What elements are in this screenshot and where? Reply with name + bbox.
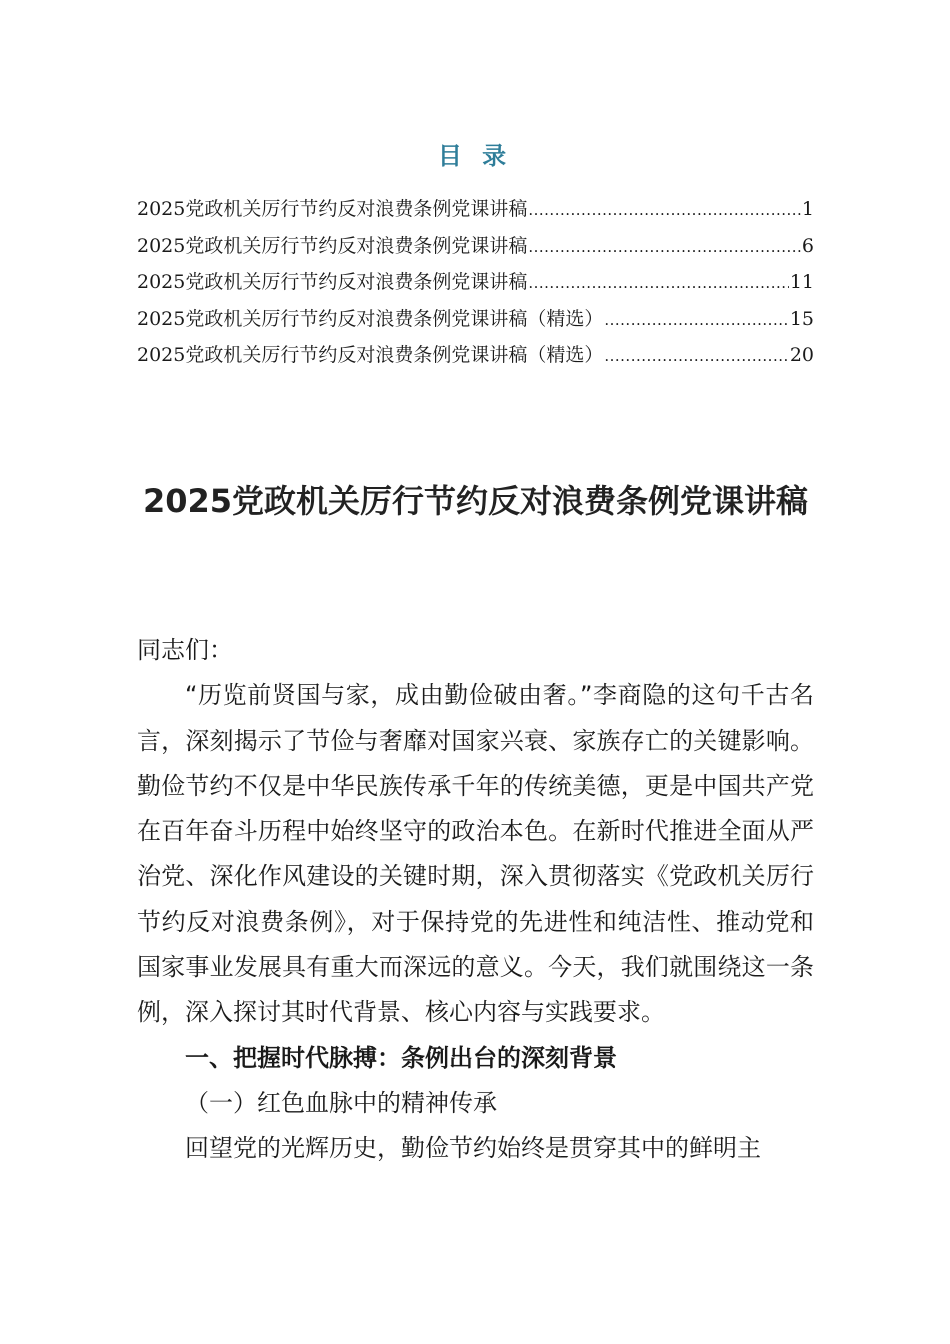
toc-leader-dots (604, 347, 788, 365)
toc-entry-text: 2025党政机关厉行节约反对浪费条例党课讲稿 (137, 198, 528, 220)
toc-leader-dots (528, 274, 788, 292)
toc-entry-text: 2025党政机关厉行节约反对浪费条例党课讲稿 (137, 271, 528, 293)
toc-leader-dots (528, 238, 801, 256)
body-paragraph: 回望党的光辉历史，勤俭节约始终是贯穿其中的鲜明主 (185, 1134, 761, 1163)
toc-entry-text: 2025党政机关厉行节约反对浪费条例党课讲稿（精选） (137, 344, 604, 366)
toc-entry[interactable] (137, 304, 814, 341)
toc-leader-dots (528, 201, 801, 219)
toc-entry-page: 11 (789, 271, 814, 293)
toc-leader-dots (604, 311, 788, 329)
section-heading: 一、把握时代脉搏：条例出台的深刻背景 (185, 1043, 617, 1072)
document-body (137, 628, 814, 1172)
subsection-heading: （一）红色血脉中的精神传承 (185, 1088, 497, 1117)
toc-entry-page: 20 (789, 344, 814, 366)
toc-entry-page: 1 (801, 198, 814, 220)
toc-entry[interactable] (137, 194, 814, 231)
toc-entry-page: 15 (789, 307, 814, 330)
toc-entry-page: 6 (801, 234, 814, 257)
toc-entry[interactable] (137, 267, 814, 304)
toc-entry[interactable] (137, 231, 814, 268)
body-paragraph: “历览前贤国与家，成由勤俭破由奢。”李商隐的这句千古名言，深刻揭示了节俭与奢靡对国家兴衰、家族存亡的关键影响。勤俭节约不仅是中华民族传承千年的传统美德，更是中国共产党在百年奋斗历程中始终坚守的政治本色。在新时代推进全面从严治党、深化作风建设的关键时期，深入贯彻落实《党政机关厉行节约反对浪费条例》，对于保持党的先进性和纯洁性、推动党和国家事业发展具有重大而深远的意义。今天，我们就围绕这一条例，深入探讨其时代背景、核心内容与实践要求。 (137, 681, 814, 1027)
table-of-contents (137, 194, 814, 377)
document-title: 2025党政机关厉行节约反对浪费条例党课讲稿 (142, 482, 809, 520)
toc-title: 目 录 (437, 142, 513, 170)
toc-entry-text: 2025党政机关厉行节约反对浪费条例党课讲稿 (137, 234, 528, 257)
salutation: 同志们： (137, 636, 233, 664)
toc-entry[interactable] (137, 340, 814, 377)
toc-entry-text: 2025党政机关厉行节约反对浪费条例党课讲稿（精选） (137, 307, 604, 330)
